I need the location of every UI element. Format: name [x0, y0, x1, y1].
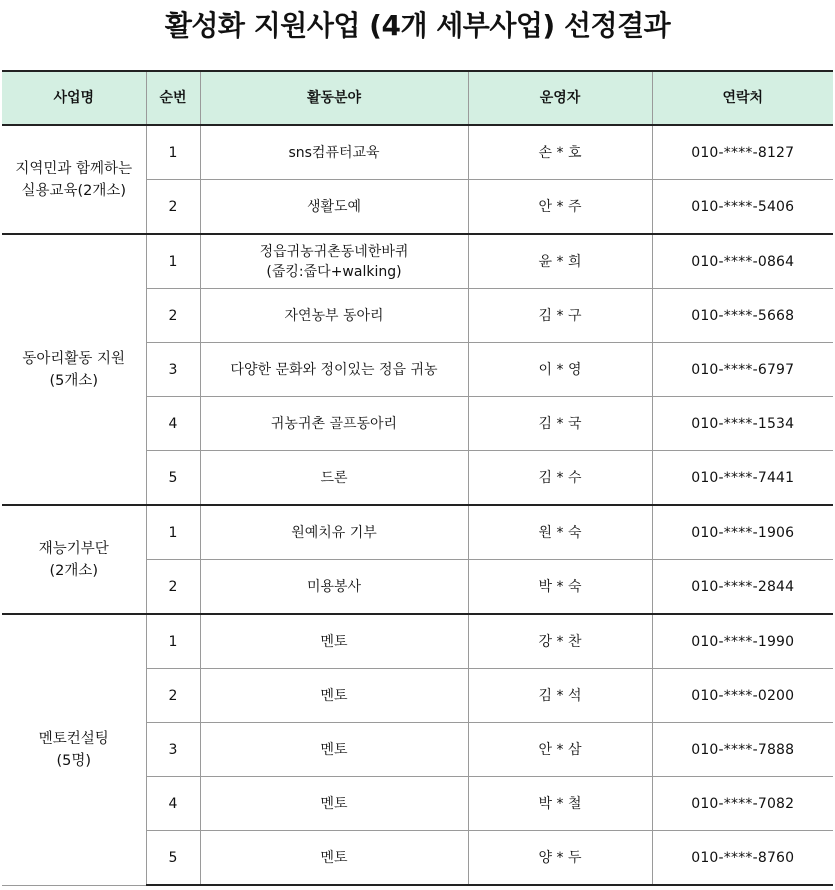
contact-number: 010-****-1906 [652, 505, 833, 560]
page-title: 활성화 지원사업 (4개 세부사업) 선정결과 [164, 9, 671, 42]
header-no: 순번 [146, 71, 200, 125]
operator-name: 김 * 국 [468, 397, 652, 451]
row-number: 1 [146, 125, 200, 180]
contact-number: 010-****-0864 [652, 234, 833, 289]
activity-field: 자연농부 동아리 [200, 289, 468, 343]
row-number: 5 [146, 831, 200, 886]
operator-name: 이 * 영 [468, 343, 652, 397]
contact-number: 010-****-6797 [652, 343, 833, 397]
row-number: 4 [146, 397, 200, 451]
contact-number: 010-****-8127 [652, 125, 833, 180]
row-number: 5 [146, 451, 200, 506]
activity-field: 드론 [200, 451, 468, 506]
operator-name: 윤 * 희 [468, 234, 652, 289]
activity-field: 원예치유 기부 [200, 505, 468, 560]
operator-name: 손 * 호 [468, 125, 652, 180]
selection-results-table [2, 70, 833, 886]
operator-name: 안 * 삼 [468, 723, 652, 777]
row-number: 3 [146, 343, 200, 397]
contact-number: 010-****-7888 [652, 723, 833, 777]
activity-field: 귀농귀촌 골프동아리 [200, 397, 468, 451]
header-field: 활동분야 [200, 71, 468, 125]
contact-number: 010-****-0200 [652, 669, 833, 723]
table-row [2, 505, 833, 560]
category-cell: 멘토컨설팅 (5명) [2, 614, 146, 885]
row-number: 2 [146, 289, 200, 343]
contact-number: 010-****-2844 [652, 560, 833, 615]
table-row [2, 614, 833, 669]
header-operator: 운영자 [468, 71, 652, 125]
operator-name: 박 * 숙 [468, 560, 652, 615]
contact-number: 010-****-7082 [652, 777, 833, 831]
activity-field: 다양한 문화와 정이있는 정읍 귀농 [200, 343, 468, 397]
operator-name: 박 * 철 [468, 777, 652, 831]
category-cell: 동아리활동 지원 (5개소) [2, 234, 146, 505]
category-cell: 재능기부단 (2개소) [2, 505, 146, 614]
activity-field: 생활도예 [200, 180, 468, 235]
activity-field: 정읍귀농귀촌동네한바퀴 (줍킹:줍다+walking) [200, 234, 468, 289]
row-number: 3 [146, 723, 200, 777]
category-cell: 지역민과 함께하는 실용교육(2개소) [2, 125, 146, 234]
table-row [2, 125, 833, 180]
contact-number: 010-****-1990 [652, 614, 833, 669]
activity-field: sns컴퓨터교육 [200, 125, 468, 180]
table-row [2, 234, 833, 289]
activity-field: 미용봉사 [200, 560, 468, 615]
activity-field: 멘토 [200, 723, 468, 777]
row-number: 1 [146, 234, 200, 289]
row-number: 4 [146, 777, 200, 831]
row-number: 2 [146, 669, 200, 723]
contact-number: 010-****-8760 [652, 831, 833, 886]
row-number: 2 [146, 560, 200, 615]
activity-field: 멘토 [200, 614, 468, 669]
row-number: 1 [146, 505, 200, 560]
operator-name: 원 * 숙 [468, 505, 652, 560]
operator-name: 김 * 구 [468, 289, 652, 343]
header-category: 사업명 [2, 71, 146, 125]
table-header-row [2, 71, 833, 125]
operator-name: 김 * 석 [468, 669, 652, 723]
contact-number: 010-****-1534 [652, 397, 833, 451]
contact-number: 010-****-7441 [652, 451, 833, 506]
contact-number: 010-****-5668 [652, 289, 833, 343]
activity-field: 멘토 [200, 669, 468, 723]
row-number: 1 [146, 614, 200, 669]
activity-field: 멘토 [200, 777, 468, 831]
operator-name: 양 * 두 [468, 831, 652, 886]
operator-name: 강 * 찬 [468, 614, 652, 669]
operator-name: 김 * 수 [468, 451, 652, 506]
operator-name: 안 * 주 [468, 180, 652, 235]
contact-number: 010-****-5406 [652, 180, 833, 235]
header-contact: 연락처 [652, 71, 833, 125]
row-number: 2 [146, 180, 200, 235]
activity-field: 멘토 [200, 831, 468, 886]
